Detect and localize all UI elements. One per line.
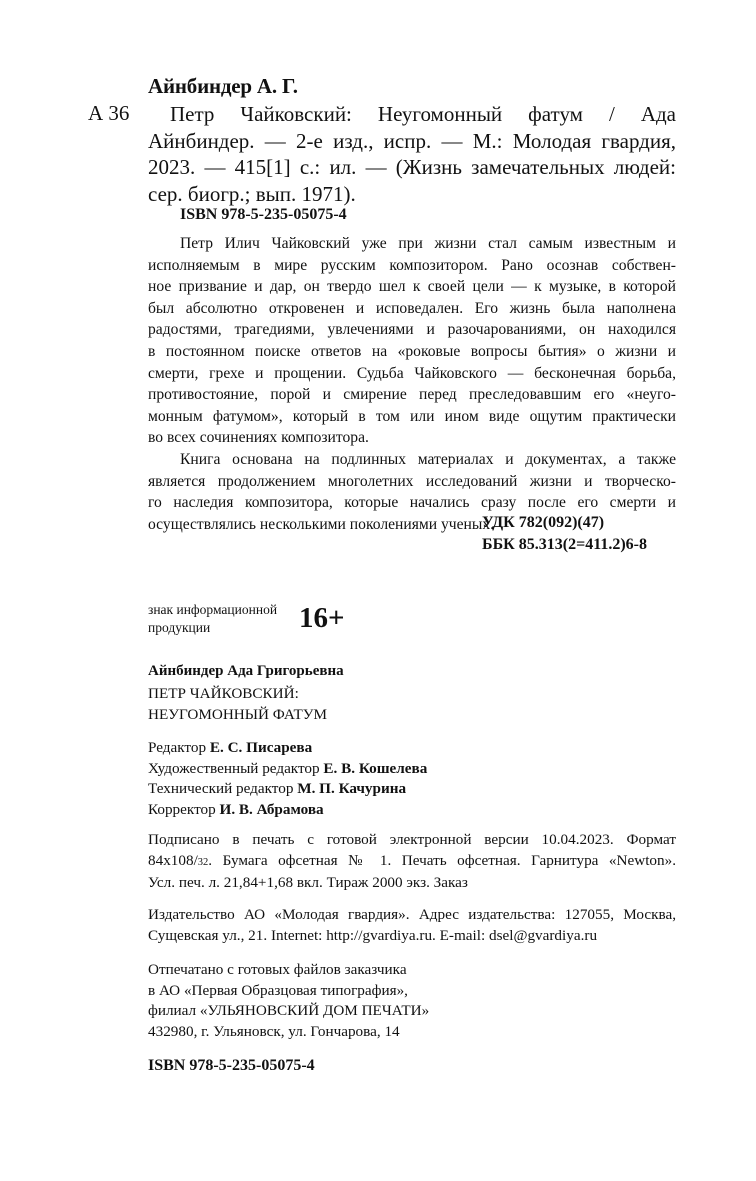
print-line: Подписано в печать с готовой электронной версии 10.04.2023. Формат xyxy=(148,831,676,848)
title-line: ПЕТР ЧАЙКОВСКИЙ: xyxy=(148,685,299,702)
print-format-fraction: 32 xyxy=(197,856,209,868)
abstract-line: ное призвание и дар, он твердо шел к своей цели — к музыке, в которой xyxy=(148,278,676,296)
age-rating-label xyxy=(148,601,298,637)
staff-list xyxy=(148,738,676,820)
classification-codes xyxy=(482,512,647,556)
bib-line: сер. биогр.; вып. 1971). xyxy=(148,181,356,206)
udk-code: УДК 782(092)(47) xyxy=(482,514,605,531)
book-title xyxy=(148,684,676,725)
staff-proofreader xyxy=(148,800,676,821)
publisher-line: Сущевская ул., 21. Internet: http://gvardiya.ru. E-mail: dsel@gvardiya.ru xyxy=(148,926,598,944)
publisher-info xyxy=(148,905,676,946)
abstract-line: осуществлялись несколькими поколениями ученых. xyxy=(148,515,495,533)
abstract-line: монным фатумом», который в том или ином виде ощутим практически xyxy=(148,407,676,425)
staff-role: Технический редактор xyxy=(148,780,294,797)
staff-art-editor xyxy=(148,759,676,780)
call-number: А 36 xyxy=(88,101,130,125)
age-rating-label-line: знак информационной xyxy=(148,602,278,617)
isbn-top: ISBN 978-5-235-05075-4 xyxy=(180,206,347,223)
printer-line: Отпечатано с готовых файлов заказчика xyxy=(148,961,407,978)
staff-editor xyxy=(148,738,676,759)
author-full-name: Айнбиндер Ада Григорьевна xyxy=(148,663,344,679)
staff-name: И. В. Абрамова xyxy=(219,800,324,818)
abstract-line: го наследия композитора, которые начались сразу после его смерти и xyxy=(148,494,676,512)
printer-info xyxy=(148,960,676,1042)
title-line: НЕУГОМОННЫЙ ФАТУМ xyxy=(148,705,327,723)
bibliographic-description xyxy=(148,101,676,207)
printer-line: филиал «УЛЬЯНОВСКИЙ ДОМ ПЕЧАТИ» xyxy=(148,1002,430,1019)
print-line xyxy=(148,851,676,874)
staff-name: Е. С. Писарева xyxy=(209,739,313,756)
bbk-code: ББК 85.313(2=411.2)6-8 xyxy=(482,536,647,553)
age-rating-value: 16+ xyxy=(299,602,345,634)
bib-line: Айнбиндер. — 2-е изд., испр. — М.: Молодая гвардия, xyxy=(148,128,676,153)
printer-line: в АО «Первая Образцовая типография», xyxy=(148,981,408,999)
abstract-line: был абсолютно откровенен и исповедален. Его жизнь была наполнена xyxy=(148,299,676,317)
staff-role: Редактор xyxy=(148,739,207,756)
abstract-line: радостями, трагедиями, увлечениями и разочарованиями, он находился xyxy=(148,321,676,339)
print-line-rest: . Бумага офсетная № 1. Печать офсетная. Гарнитура «Newton». xyxy=(208,851,676,869)
print-info xyxy=(148,830,676,894)
abstract-line: является продолжением многолетних исследований жизни и творческо- xyxy=(148,472,676,490)
abstract xyxy=(148,233,676,535)
author-heading: Айнбиндер А. Г. xyxy=(148,74,298,98)
print-line: Усл. печ. л. 21,84+1,68 вкл. Тираж 2000 экз. Заказ xyxy=(148,874,468,891)
staff-name: М. П. Качурина xyxy=(297,780,407,797)
abstract-line: противостояние, порой и смирение перед преследовавшим его «неуго- xyxy=(148,386,676,404)
staff-role: Художественный редактор xyxy=(148,759,320,777)
staff-tech-editor xyxy=(148,779,676,800)
printer-line: 432980, г. Ульяновск, ул. Гончарова, 14 xyxy=(148,1022,400,1040)
publisher-line: Издательство АО «Молодая гвардия». Адрес издательства: 127055, Москва, xyxy=(148,906,676,923)
abstract-line: смерти, грехе и прощении. Судьба Чайковского — бесконечная борьба, xyxy=(148,364,676,382)
abstract-line: Петр Илич Чайковский уже при жизни стал самым известным и xyxy=(180,235,676,252)
staff-role: Корректор xyxy=(148,800,216,818)
abstract-line: Книга основана на подлинных материалах и документах, а также xyxy=(180,450,676,468)
age-rating-label-line: продукции xyxy=(148,620,211,635)
abstract-line: во всех сочинениях композитора. xyxy=(148,429,369,447)
isbn-bottom: ISBN 978-5-235-05075-4 xyxy=(148,1057,315,1074)
bib-line: Петр Чайковский: Неугомонный фатум / Ада xyxy=(170,102,676,126)
bib-line: 2023. — 415[1] с.: ил. — (Жизнь замечательных людей: xyxy=(148,155,676,179)
abstract-line: в постоянном поиске ответов на «роковые вопросы бытия» о жизни и xyxy=(148,342,676,360)
abstract-line: исполняемым в мире русским композитором. Рано осознав собствен- xyxy=(148,256,676,274)
print-format: 84x108/ xyxy=(148,851,198,869)
staff-name: Е. В. Кошелева xyxy=(323,759,428,777)
